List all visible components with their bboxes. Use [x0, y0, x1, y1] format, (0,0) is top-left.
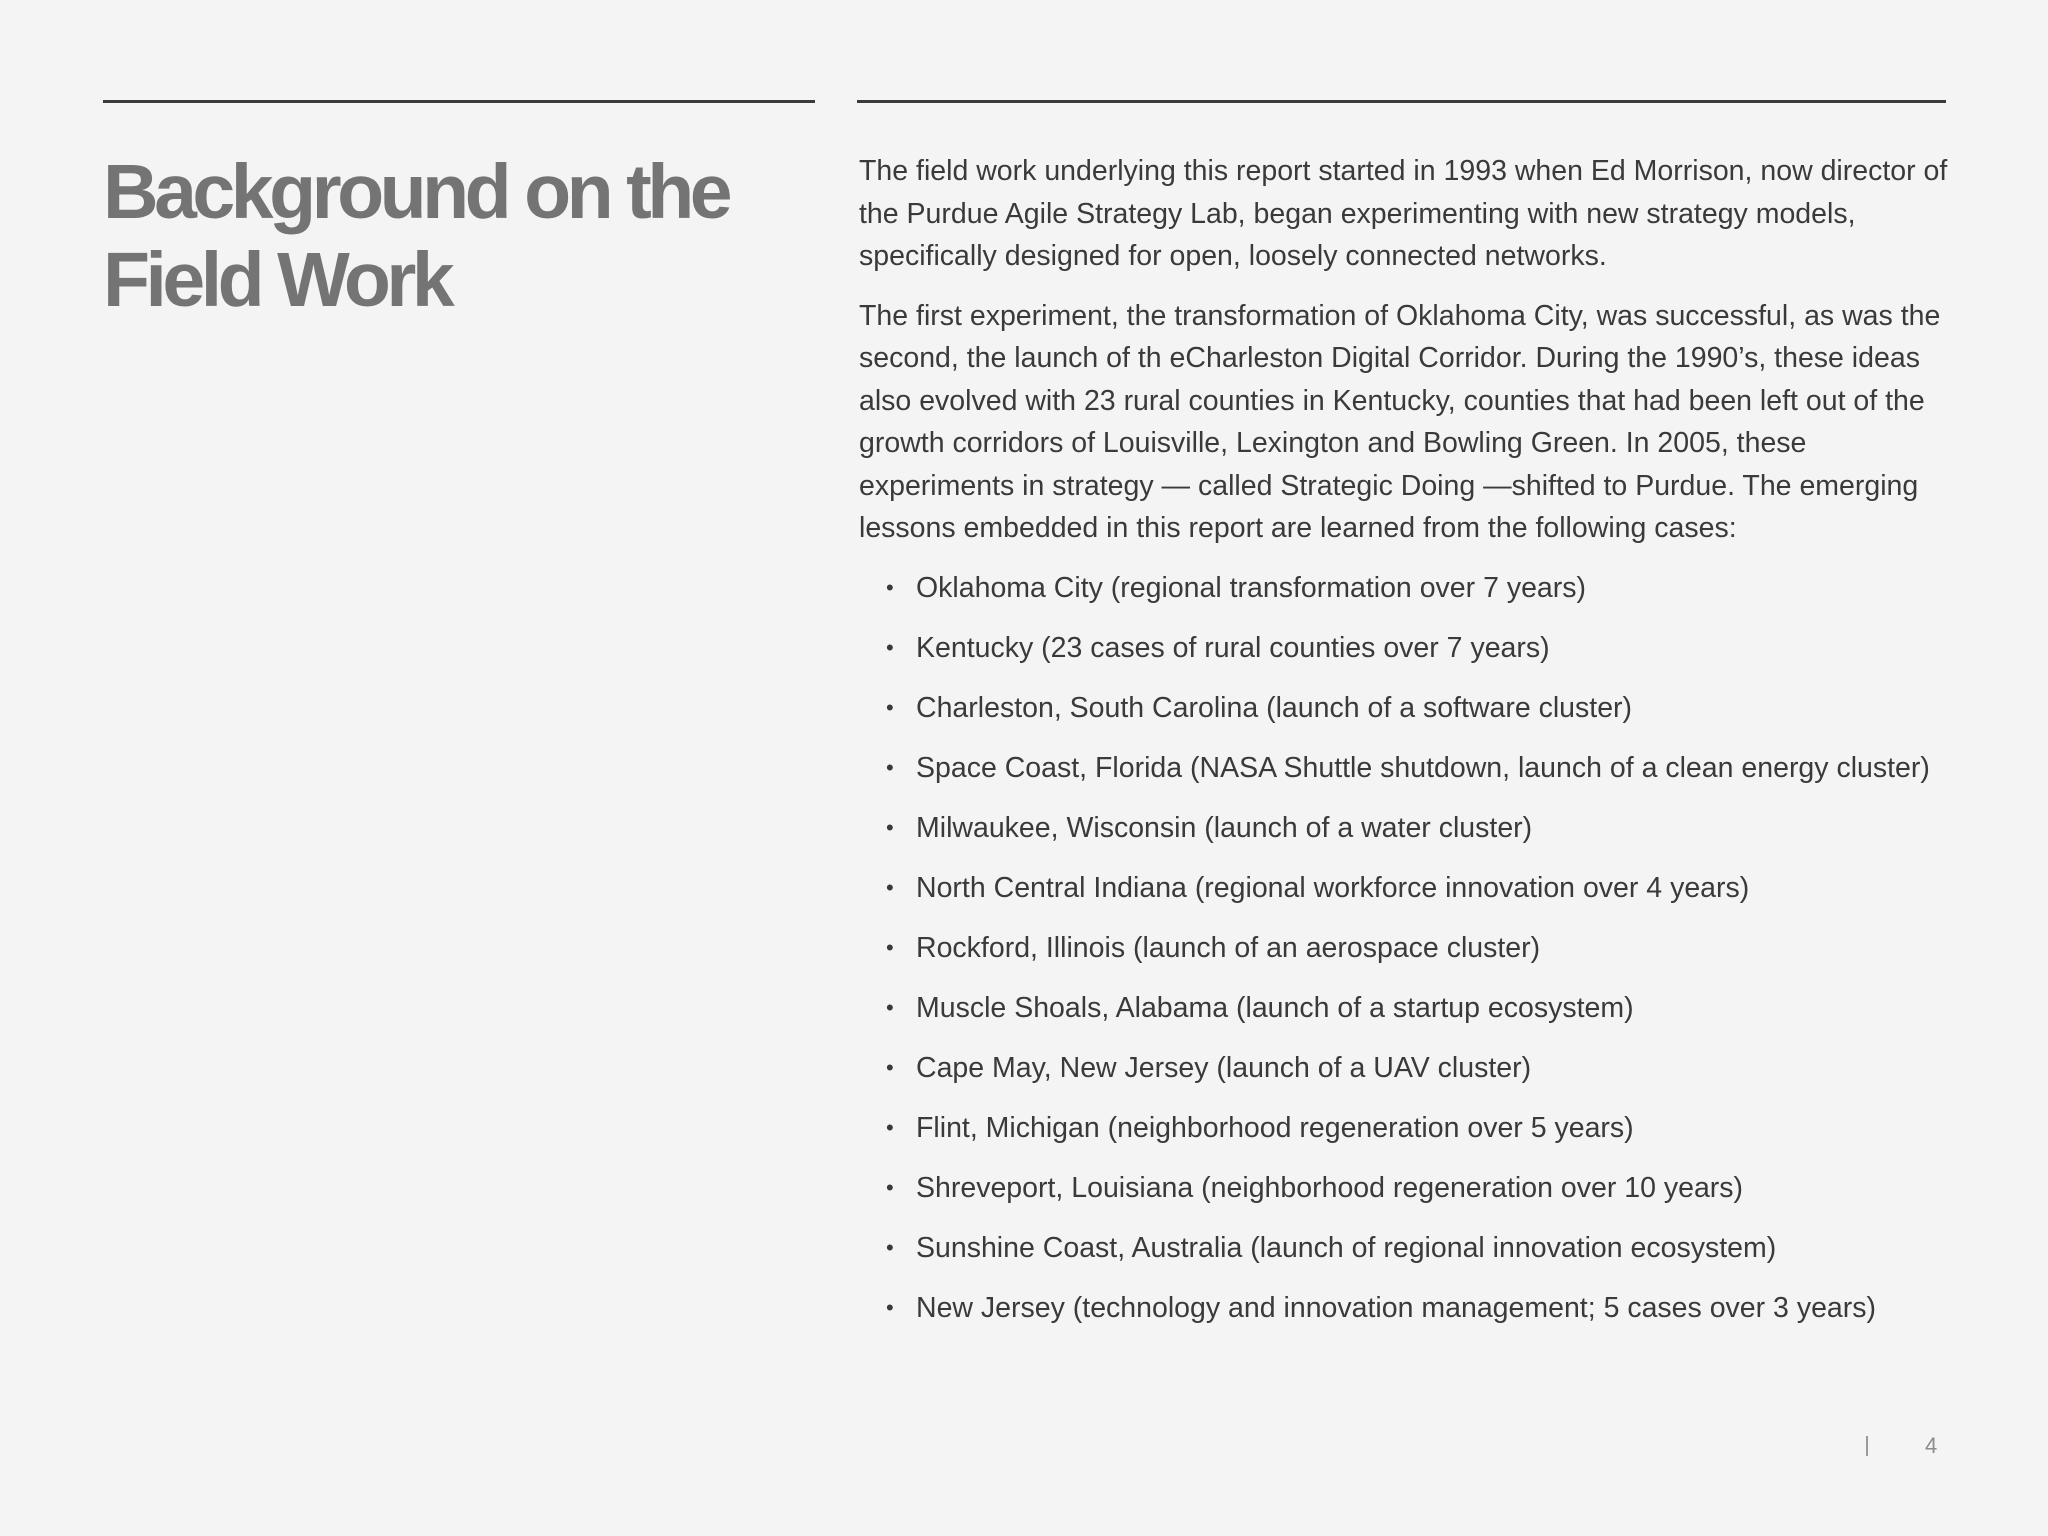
intro-paragraph: The field work underlying this report started in 1993 when Ed Morrison, now director of the Purdue Agile Strategy Lab, began experimenting with new strategy models, specifically designed for open, loosely connected networks. — [859, 155, 1948, 272]
case-list-item — [859, 747, 1949, 790]
bullet-icon: • — [886, 1294, 894, 1320]
page-title: Background on the Field Work — [103, 149, 729, 323]
case-text: Muscle Shoals, Alabama (launch of a startup ecosystem) — [916, 991, 1634, 1024]
case-text: Rockford, Illinois (launch of an aerospace cluster) — [916, 931, 1541, 964]
bullet-icon: • — [886, 754, 894, 780]
history-paragraph: The first experiment, the transformation of Oklahoma City, was successful, as was the second, the launch of th eCharleston Digital Corridor. During the 1990’s, these ideas also evolved with 23 rural counties in Kentucky, counties that had been left out of the growth corridors of Louisville, Lexington and Bowling Green. In 2005, these experiments in strategy — called Strategic Doing —shifted to Purdue. The emerging lessons embedded in this report are learned from the following cases: — [859, 299, 1941, 544]
bullet-icon: • — [886, 1174, 894, 1200]
bullet-icon: • — [886, 934, 894, 960]
case-list-item — [859, 807, 1949, 850]
case-list-item — [859, 627, 1949, 670]
body-text — [859, 150, 1949, 1347]
case-text: Oklahoma City (regional transformation over 7 years) — [916, 571, 1587, 604]
case-list-item — [859, 1107, 1949, 1150]
case-list-item — [859, 1047, 1949, 1090]
case-text: Sunshine Coast, Australia (launch of regional innovation ecosystem) — [916, 1231, 1777, 1264]
case-text: North Central Indiana (regional workforce innovation over 4 years) — [916, 871, 1750, 904]
case-text: Cape May, New Jersey (launch of a UAV cluster) — [916, 1051, 1532, 1084]
case-list-item — [859, 927, 1949, 970]
case-text: Flint, Michigan (neighborhood regeneration over 5 years) — [916, 1111, 1634, 1144]
case-list-item — [859, 987, 1949, 1030]
bullet-icon: • — [886, 994, 894, 1020]
page-number-separator — [1866, 1436, 1868, 1456]
case-list-item — [859, 1227, 1949, 1270]
case-text: New Jersey (technology and innovation management; 5 cases over 3 years) — [916, 1291, 1877, 1324]
case-text: Kentucky (23 cases of rural counties over 7 years) — [916, 631, 1550, 664]
bullet-icon: • — [886, 1234, 894, 1260]
bullet-icon: • — [886, 574, 894, 600]
case-list-item — [859, 1287, 1949, 1330]
page-number: 4 — [1925, 1433, 1938, 1458]
case-list-item — [859, 687, 1949, 730]
left-top-rule — [103, 100, 815, 103]
case-text: Milwaukee, Wisconsin (launch of a water cluster) — [916, 811, 1533, 844]
bullet-icon: • — [886, 634, 894, 660]
case-list-item — [859, 867, 1949, 910]
bullet-icon: • — [886, 1054, 894, 1080]
case-list-item — [859, 567, 1949, 610]
right-top-rule — [857, 100, 1946, 103]
bullet-icon: • — [886, 694, 894, 720]
case-text: Charleston, South Carolina (launch of a software cluster) — [916, 691, 1633, 724]
case-text: Space Coast, Florida (NASA Shuttle shutdown, launch of a clean energy cluster) — [916, 751, 1930, 784]
cases-list — [859, 567, 1949, 1330]
bullet-icon: • — [886, 1114, 894, 1140]
bullet-icon: • — [886, 814, 894, 840]
case-list-item — [859, 1167, 1949, 1210]
bullet-icon: • — [886, 874, 894, 900]
case-text: Shreveport, Louisiana (neighborhood regeneration over 10 years) — [916, 1171, 1744, 1204]
